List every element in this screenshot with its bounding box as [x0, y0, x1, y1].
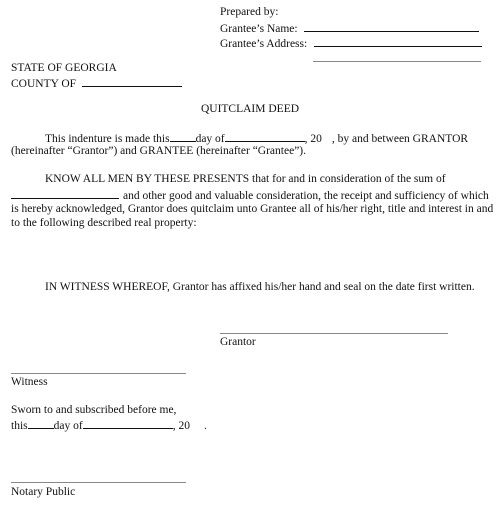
- indenture-day-field[interactable]: [170, 130, 196, 142]
- grantor-signature-line[interactable]: [220, 333, 448, 334]
- grantee-name-label: Grantee’s Name:: [220, 23, 298, 35]
- county-row: [11, 75, 182, 91]
- sworn-text-4: .: [203, 420, 207, 432]
- know-line-1: KNOW ALL MEN BY THESE PRESENTS that for and in consideration of the sum of: [45, 173, 446, 185]
- grantee-address-line-2[interactable]: [313, 61, 481, 62]
- sworn-text-3: , 20: [172, 420, 190, 432]
- sworn-month-field[interactable]: [83, 417, 173, 429]
- witness-clause: IN WITNESS WHEREOF, Grantor has affixed his/her hand and seal on the date first written.: [45, 281, 475, 293]
- indenture-text-2: day of: [195, 133, 225, 145]
- sworn-line-2: [11, 417, 207, 433]
- county-label: COUNTY OF: [11, 78, 77, 90]
- sworn-text-1: this: [11, 420, 28, 432]
- document-title: QUITCLAIM DEED: [200, 103, 300, 115]
- know-line-4: to the following described real property:: [11, 217, 197, 229]
- sworn-year-field[interactable]: [190, 418, 204, 429]
- sworn-line-1: Sworn to and subscribed before me,: [11, 404, 177, 416]
- grantee-name-field[interactable]: [304, 20, 479, 32]
- witness-label: Witness: [11, 376, 48, 388]
- know-line-2: [11, 187, 489, 203]
- notary-signature-line[interactable]: [11, 482, 186, 483]
- state-label: STATE OF GEORGIA: [11, 62, 117, 74]
- witness-signature-line[interactable]: [11, 373, 186, 374]
- consideration-sum-field[interactable]: [11, 187, 119, 199]
- sworn-text-2: day of: [53, 420, 83, 432]
- county-field[interactable]: [82, 75, 182, 87]
- grantor-label: Grantor: [220, 336, 256, 348]
- indenture-month-field[interactable]: [225, 130, 305, 142]
- indenture-year-field[interactable]: [322, 131, 332, 142]
- notary-label: Notary Public: [11, 486, 76, 498]
- grantee-address-label: Grantee’s Address:: [220, 38, 308, 50]
- grantee-address-field[interactable]: [314, 35, 482, 47]
- sworn-day-field[interactable]: [28, 417, 54, 429]
- indenture-text-3: , 20: [304, 133, 322, 145]
- indenture-text-1: This indenture is made this: [45, 133, 170, 145]
- grantee-name-row: [220, 20, 479, 36]
- indenture-text-4: , by and between GRANTOR: [331, 133, 469, 145]
- know-line-3: is hereby acknowledged, Grantor does quitclaim unto Grantee all of his/her right, title and interest in and: [11, 203, 494, 215]
- indenture-line-2: (hereinafter “Grantor”) and GRANTEE (hereinafter “Grantee”).: [11, 145, 306, 157]
- grantee-address-row: [220, 35, 482, 51]
- prepared-by-label: Prepared by:: [220, 6, 279, 18]
- know-line-2-text: and other good and valuable consideration, the receipt and sufficiency of which: [123, 190, 489, 202]
